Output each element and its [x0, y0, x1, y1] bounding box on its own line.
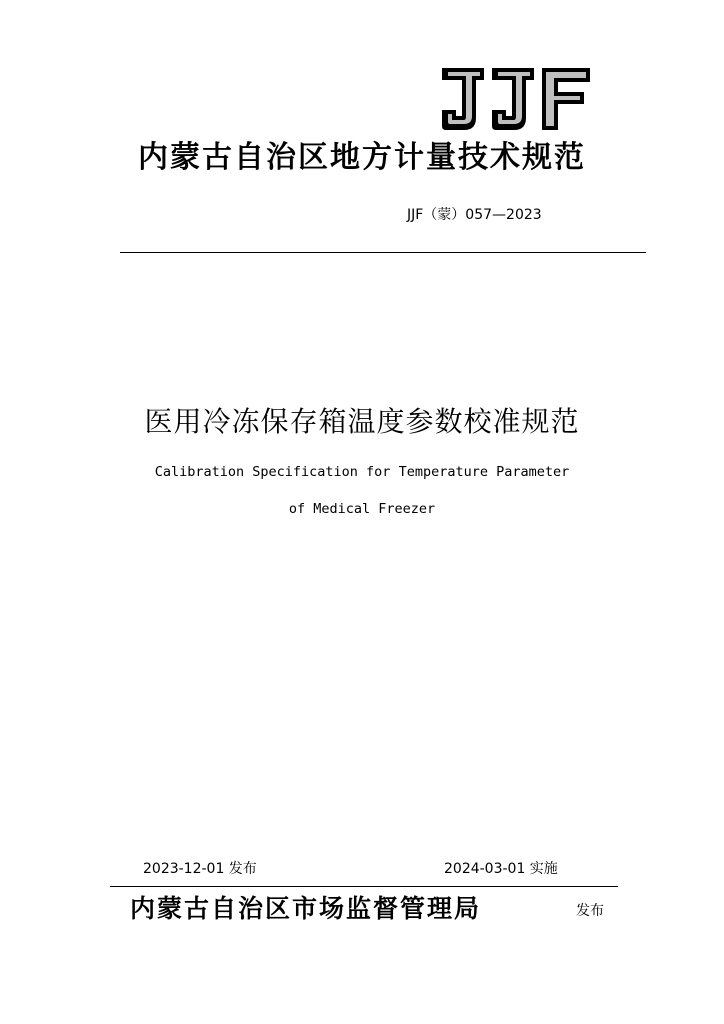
- jjf-logo: [440, 66, 592, 132]
- document-title-en-line2: of Medical Freezer: [288, 501, 436, 517]
- document-number: JJF（蒙）057—2023: [407, 207, 542, 223]
- document-title-en-line1: Calibration Specification for Temperature Parameter: [154, 464, 570, 480]
- jjf-logo-graphic: [440, 66, 592, 132]
- issue-date: 2023-12-01 发布: [143, 861, 257, 877]
- publisher-name: 内蒙古自治区市场监督管理局: [130, 894, 482, 923]
- bottom-divider: [110, 886, 618, 887]
- main-title: 内蒙古自治区地方计量技术规范: [138, 140, 586, 175]
- document-title-cn: 医用冷冻保存箱温度参数校准规范: [144, 405, 580, 438]
- publish-label: 发布: [576, 903, 604, 919]
- top-divider: [120, 252, 646, 253]
- implementation-date: 2024-03-01 实施: [444, 861, 558, 877]
